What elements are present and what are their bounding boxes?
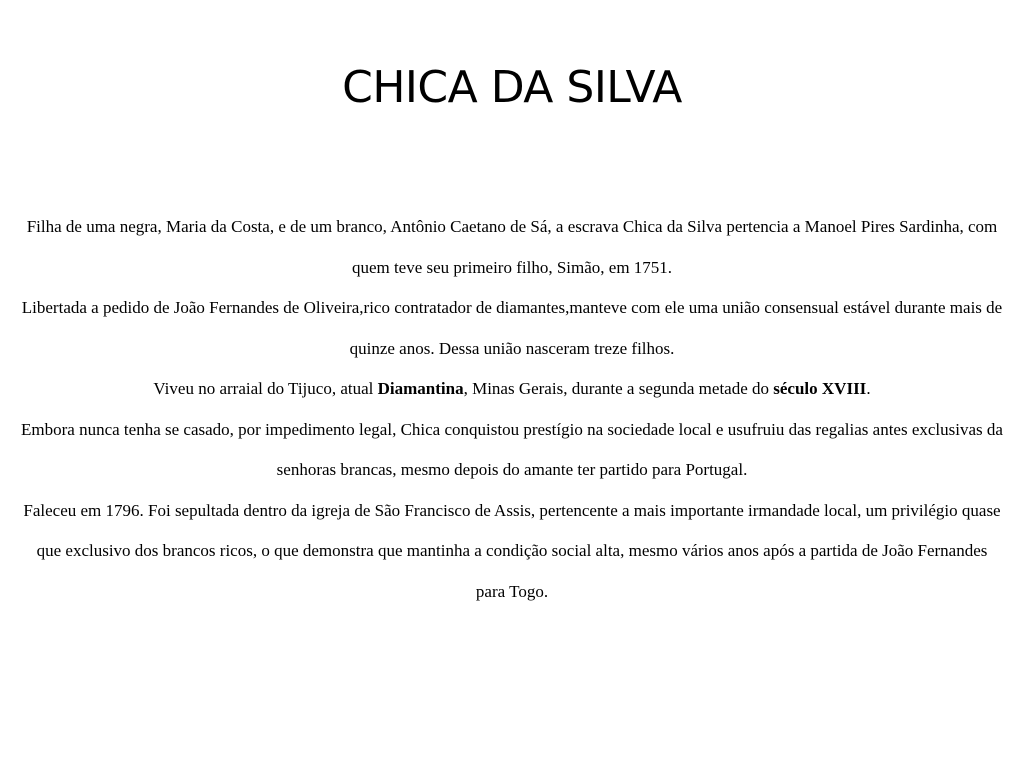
residence-text-2: , Minas Gerais, durante a segunda metade do — [463, 379, 774, 398]
slide-body — [20, 207, 1004, 612]
paragraph-prestige: Embora nunca tenha se casado, por impedimento legal, Chica conquistou prestígio na sociedade local e usufruiu das regalias antes exclusivas da senhoras brancas, mesmo depois do amante ter partido para Portugal. — [21, 419, 1003, 479]
slide-title: CHICA DA SILVA — [342, 62, 682, 113]
residence-text-1: Viveu no arraial do Tijuco, atual — [153, 379, 378, 398]
paragraph-parentage: Filha de uma negra, Maria da Costa, e de um branco, Antônio Caetano de Sá, a escrava Chica da Silva pertencia a Manoel Pires Sardinha, com quem teve seu primeiro filho, Simão, em 1751. — [26, 217, 998, 277]
paragraph-death: Faleceu em 1796. Foi sepultada dentro da igreja de São Francisco de Assis, pertencente a mais importante irmandade local, um privilégio quase que exclusivo dos brancos ricos, o que demonstra que mantinha a condição social alta, mesmo vários anos após a partida de João Fernandes para Togo. — [23, 500, 1001, 601]
residence-text-3: . — [866, 379, 871, 398]
paragraph-residence — [20, 369, 1004, 410]
paragraph-liberation: Libertada a pedido de João Fernandes de Oliveira,rico contratador de diamantes,manteve com ele uma união consensual estável durante mais de quinze anos. Dessa união nasceram treze filhos. — [21, 298, 1003, 358]
residence-century-bold: século XVIII — [773, 379, 867, 398]
residence-city-bold: Diamantina — [377, 379, 464, 398]
